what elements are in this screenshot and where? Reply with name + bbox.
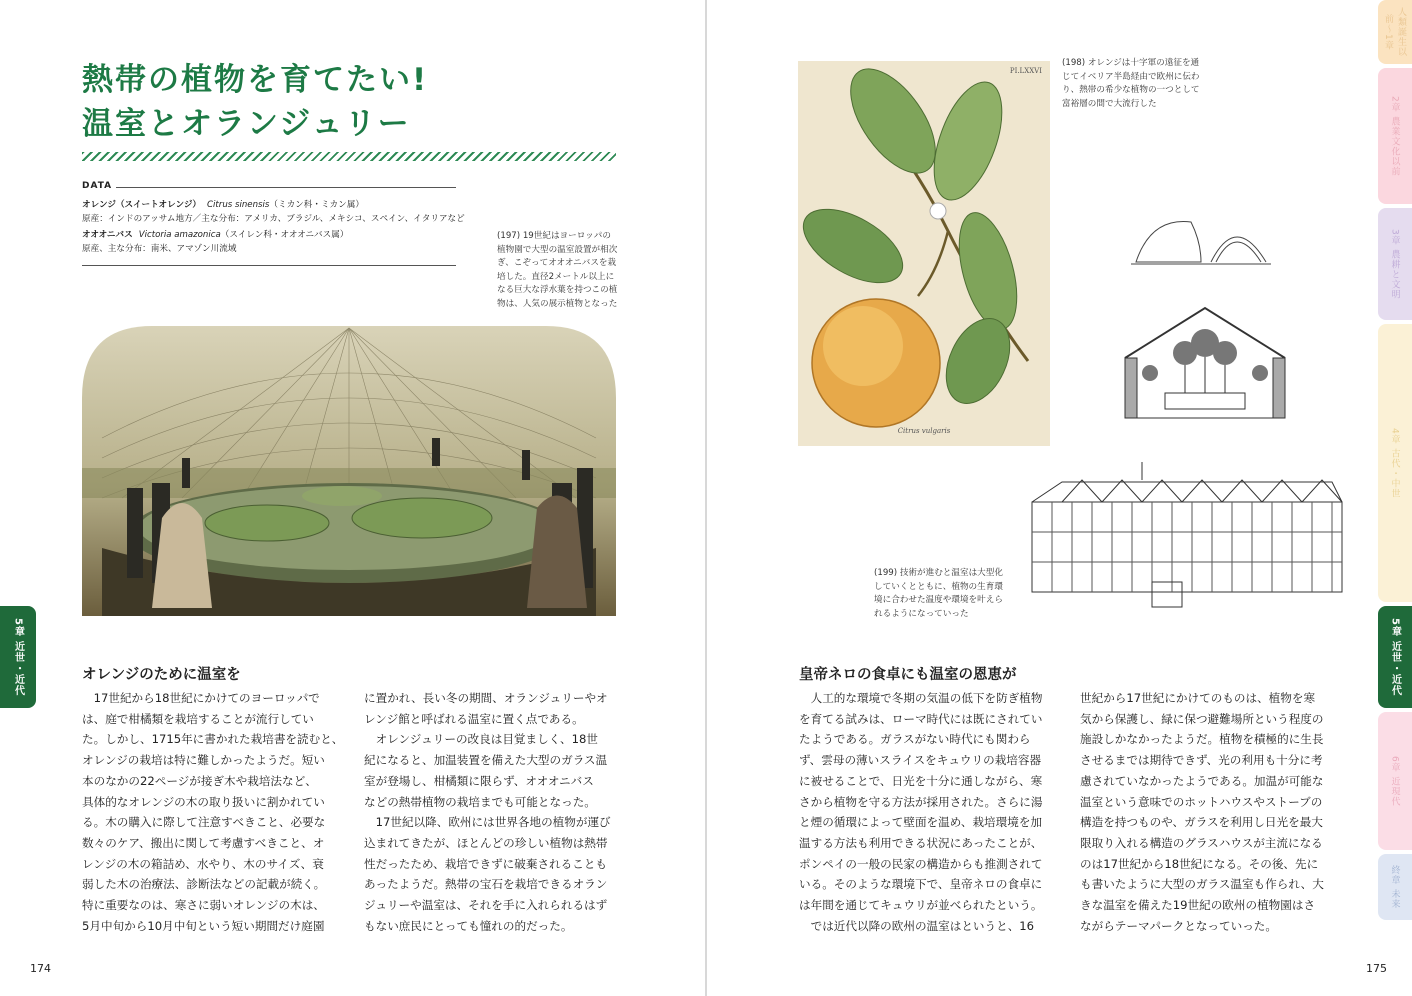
data-entry-orange: オレンジ（スイートオレンジ） Citrus sinensis（ミカン科・ミカン属） xyxy=(82,200,364,210)
body-column-left-2: に置かれ、長い冬の期間、オランジュリーやオ レンジ館と呼ばれる温室に置く点である。 オレンジュリーの改良は目覚ましく、18世 紀になると、加温装置を備えた大型のガラス温 室が登場し、柑橘類に限らず、オオオニバス などの熱帯植物の栽培までも可能となった。 17世紀以降、欧州には世界各地の植物が運び 込まれてきたが、ほとんどの珍しい植物は熱帯 性だったため、栽培できずに破棄されることも あったようだ。熱帯の宝石を栽培できるオラン ジュリーや温室は、それを手に入れられるはず もない庶民にとっても憧れの的だった。 xyxy=(364,691,611,933)
right-page xyxy=(707,0,1412,996)
page-number-right: 175 xyxy=(1366,962,1387,975)
body-column-right-2: 世紀から17世紀にかけてのものは、植物を寒 気から保護し、緑に保つ避難場所という程度の 施設しかなかったようだ。植物を積極的に生長 させるまでは期待できず、光の利用も十分に考 慮されていなかったようである。加温が可能な 温室という意味でのホットハウスやストーブの 構造を持つものや、ガラスを利用し日光を最大 限取り入れる構造のグラスハウスが主流になる のは17世紀から18世紀になる。その後、先に も書いたように大型のガラス温室も作られ、大 きな温室を備えた19世紀の欧州の植物園はさ ながらテーマパークとなっていった。 xyxy=(1080,691,1324,933)
data-label: DATA xyxy=(82,181,113,191)
data-rule-bottom xyxy=(82,265,456,266)
body-column-left-1: 17世紀から18世紀にかけてのヨーロッパで は、庭で柑橘類を栽培することが流行してい た。しかし、1715年に書かれた栽培書を読むと、 オレンジの栽培は特に難しかったようだ。短い 本のなかの22ページが接ぎ木や栽培法など、 具体的なオレンジの木の取り扱いに割かれてい る。木の購入に際して注意すべきこと、必要な 数々のケア、搬出に関して考慮すべきこと、オ レンジの木の箱詰め、水やり、木のサイズ、衰 弱した木の治療法、診断法などの記載が続く。 特に重要なのは、寒さに弱いオレンジの木は、 5月中旬から10月中旬という短い期間だけ庭園 xyxy=(82,691,344,933)
section-heading-right: 皇帝ネロの食卓にも温室の恩恵が xyxy=(799,667,1017,683)
chapter-tab-4[interactable]: 4章 古代・中世 xyxy=(1378,324,1412,602)
data-rule-top xyxy=(116,187,456,188)
page-title xyxy=(82,58,428,146)
data-entry-victoria-detail: 原産、主な分布：南米、アマゾン川流域 xyxy=(82,244,237,254)
chapter-tab-2[interactable]: 2章 農業文化以前 xyxy=(1378,68,1412,204)
glasshouse-illustration xyxy=(1022,462,1347,612)
chapter-tab-left[interactable]: 5章 近世・近代 xyxy=(0,606,36,708)
orange-botanical-plate xyxy=(798,61,1050,446)
greenhouse-illustration xyxy=(82,318,616,616)
chapter-tab-5[interactable]: 5章 近世・近代 xyxy=(1378,606,1412,708)
data-entry-orange-detail: 原産：インドのアッサム地方／主な分布：アメリカ、ブラジル、メキシコ、スペイン、イタリアなど xyxy=(82,214,465,224)
caption-198: (198) オレンジは十字軍の遠征を通 じてイベリア半島経由で欧州に伝わ り、熱帯の希少な植物の一つとして 富裕層の間で大流行した xyxy=(1062,58,1200,109)
title-stripe-divider xyxy=(82,152,616,161)
caption-197: (197) 19世紀はヨーロッパの 植物園で大型の温室設置が相次 ぎ、こぞってオオオニバスを栽 培した。直径2メートル以上に なる巨大な浮水葉を持つこの植 物は、人気の展示植物となった xyxy=(497,231,618,309)
section-heading-left: オレンジのために温室を xyxy=(82,667,241,683)
body-column-right-1: 人工的な環境で冬期の気温の低下を防ぎ植物 を育てる試みは、ローマ時代には既にされてい たようである。ガラスがない時代にも関わら ず、雲母の薄いスライスをキュウリの栽培容器 に被せることで、日光を十分に通しながら、寒 さから植物を守る方法が採用された。さらに湯 と煙の循環によって壁面を温め、栽培環境を加 温する方法も利用できる状況にあったことが、 ポンペイの一般の民家の構造からも推測されて いる。そのような環境下で、皇帝ネロの食卓に は年間を通じてキュウリが並べられたという。 では近代以降の欧州の温室はというと、16 xyxy=(799,691,1043,933)
caption-199: (199) 技術が進むと温室は大型化 していくとともに、植物の生育環 境に合わせた温度や環境を叶えら れるようになっていった xyxy=(874,568,1003,619)
plate-title-label: Citrus vulgaris xyxy=(897,427,951,435)
page-number-left: 174 xyxy=(30,962,51,975)
title-line-2: 温室とオランジュリー xyxy=(82,106,411,142)
title-line-1: 熱帯の植物を育てたい! xyxy=(82,62,429,98)
chapter-tab-final[interactable]: 終章 未来 xyxy=(1378,854,1412,920)
plate-number-label: PI.LXXVI xyxy=(1009,67,1042,75)
chapter-tab-3[interactable]: 3章 農耕と文明 xyxy=(1378,208,1412,320)
cloche-sketch-illustration xyxy=(1131,212,1271,272)
chapter-tab-6[interactable]: 6章 近現代 xyxy=(1378,712,1412,850)
data-entry-victoria: オオオニバス Victoria amazonica（スイレン科・オオオニバス属） xyxy=(82,230,349,240)
greenhouse-section-illustration xyxy=(1105,298,1305,422)
chapter-tab-prologue[interactable]: 人類誕生以前〜1章 xyxy=(1378,0,1412,64)
